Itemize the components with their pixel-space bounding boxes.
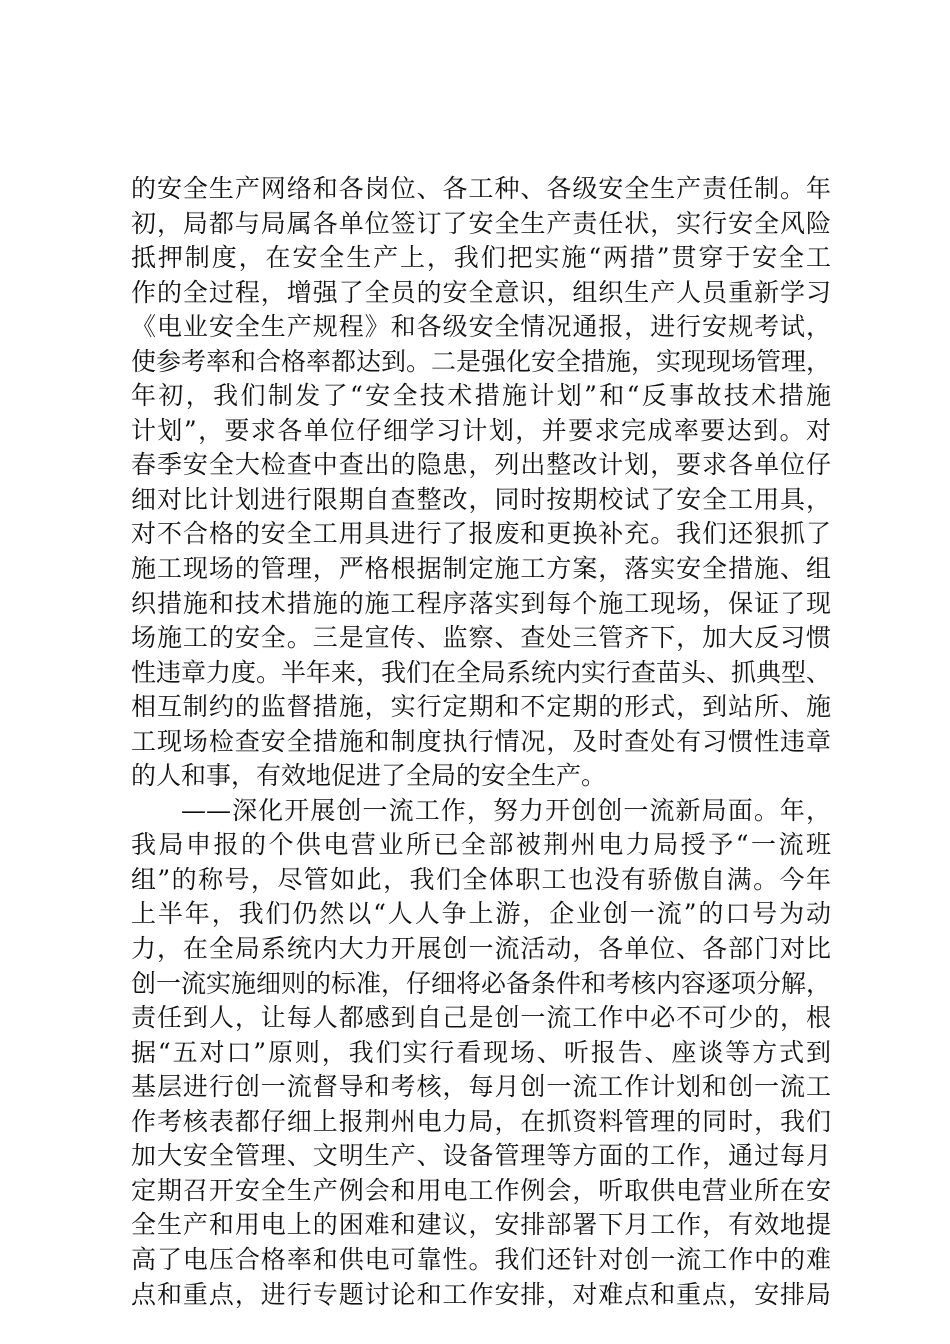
text-line: 抵押制度，在安全生产上，我们把实施“两措”贯穿于安全工 (131, 243, 831, 273)
text-line: 责任到人，让每人都感到自己是创一流工作中必不可少的，根 (131, 1003, 831, 1033)
text-line: 春季安全大检查中查出的隐患，列出整改计划，要求各单位仔 (131, 450, 831, 480)
text-line: 作的全过程，增强了全员的安全意识，组织生产人员重新学习 (131, 277, 831, 307)
text-line: 基层进行创一流督导和考核，每月创一流工作计划和创一流工 (131, 1072, 831, 1102)
body-text (131, 172, 831, 1312)
text-line: 组”的称号，尽管如此，我们全体职工也没有骄傲自满。今年 (131, 864, 831, 894)
text-line: 高了电压合格率和供电可靠性。我们还针对创一流工作中的难 (131, 1244, 831, 1274)
paragraph-last-line: 的人和事，有效地促进了全局的安全生产。 (131, 761, 607, 791)
text-line: 创一流实施细则的标准，仔细将必备条件和考核内容逐项分解， (131, 968, 832, 998)
text-line: 《电业安全生产规程》和各级安全情况通报，进行安规考试， (131, 312, 831, 342)
text-line: 场施工的安全。三是宣传、监察、查处三管齐下，加大反习惯 (131, 623, 831, 653)
text-line: 使参考率和合格率都达到。二是强化安全措施，实现现场管理， (131, 346, 832, 376)
text-line: 上半年，我们仍然以“人人争上游，企业创一流”的口号为动 (131, 899, 831, 929)
text-line: 初，局都与局属各单位签订了安全生产责任状，实行安全风险 (131, 208, 831, 238)
text-line: 据“五对口”原则，我们实行看现场、听报告、座谈等方式到 (131, 1037, 831, 1067)
text-line: 点和重点，进行专题讨论和工作安排，对难点和重点，安排局 (131, 1279, 831, 1309)
paragraph-first-line: ——深化开展创一流工作，努力开创创一流新局面。年， (181, 795, 831, 825)
text-line: 相互制约的监督措施，实行定期和不定期的形式，到站所、施 (131, 692, 831, 722)
text-line: 细对比计划进行限期自查整改，同时按期校试了安全工用具， (131, 484, 831, 514)
text-line: 工现场检查安全措施和制度执行情况，及时查处有习惯性违章 (131, 726, 831, 756)
text-line: 定期召开安全生产例会和用电工作例会，听取供电营业所在安 (131, 1175, 831, 1205)
text-line: 加大安全管理、文明生产、设备管理等方面的工作，通过每月 (131, 1141, 831, 1171)
text-line: 性违章力度。半年来，我们在全局系统内实行查苗头、抓典型、 (131, 657, 832, 687)
text-line: 我局申报的个供电营业所已全部被荆州电力局授予“一流班 (131, 830, 831, 860)
text-line: 作考核表都仔细上报荆州电力局，在抓资料管理的同时，我们 (131, 1106, 831, 1136)
text-line: 年初，我们制发了“安全技术措施计划”和“反事故技术措施 (131, 381, 831, 411)
text-line: 对不合格的安全工用具进行了报废和更换补充。我们还狠抓了 (131, 519, 831, 549)
text-line: 计划”，要求各单位仔细学习计划，并要求完成率要达到。对 (131, 415, 831, 445)
text-line: 的安全生产网络和各岗位、各工种、各级安全生产责任制。年 (131, 174, 831, 203)
text-line: 全生产和用电上的困难和建议，安排部署下月工作，有效地提 (131, 1210, 831, 1240)
text-line: 力，在全局系统内大力开展创一流活动，各单位、各部门对比 (131, 934, 831, 964)
text-line: 施工现场的管理，严格根据制定施工方案，落实安全措施、组 (131, 554, 831, 584)
text-line: 织措施和技术措施的施工程序落实到每个施工现场，保证了现 (131, 588, 831, 618)
